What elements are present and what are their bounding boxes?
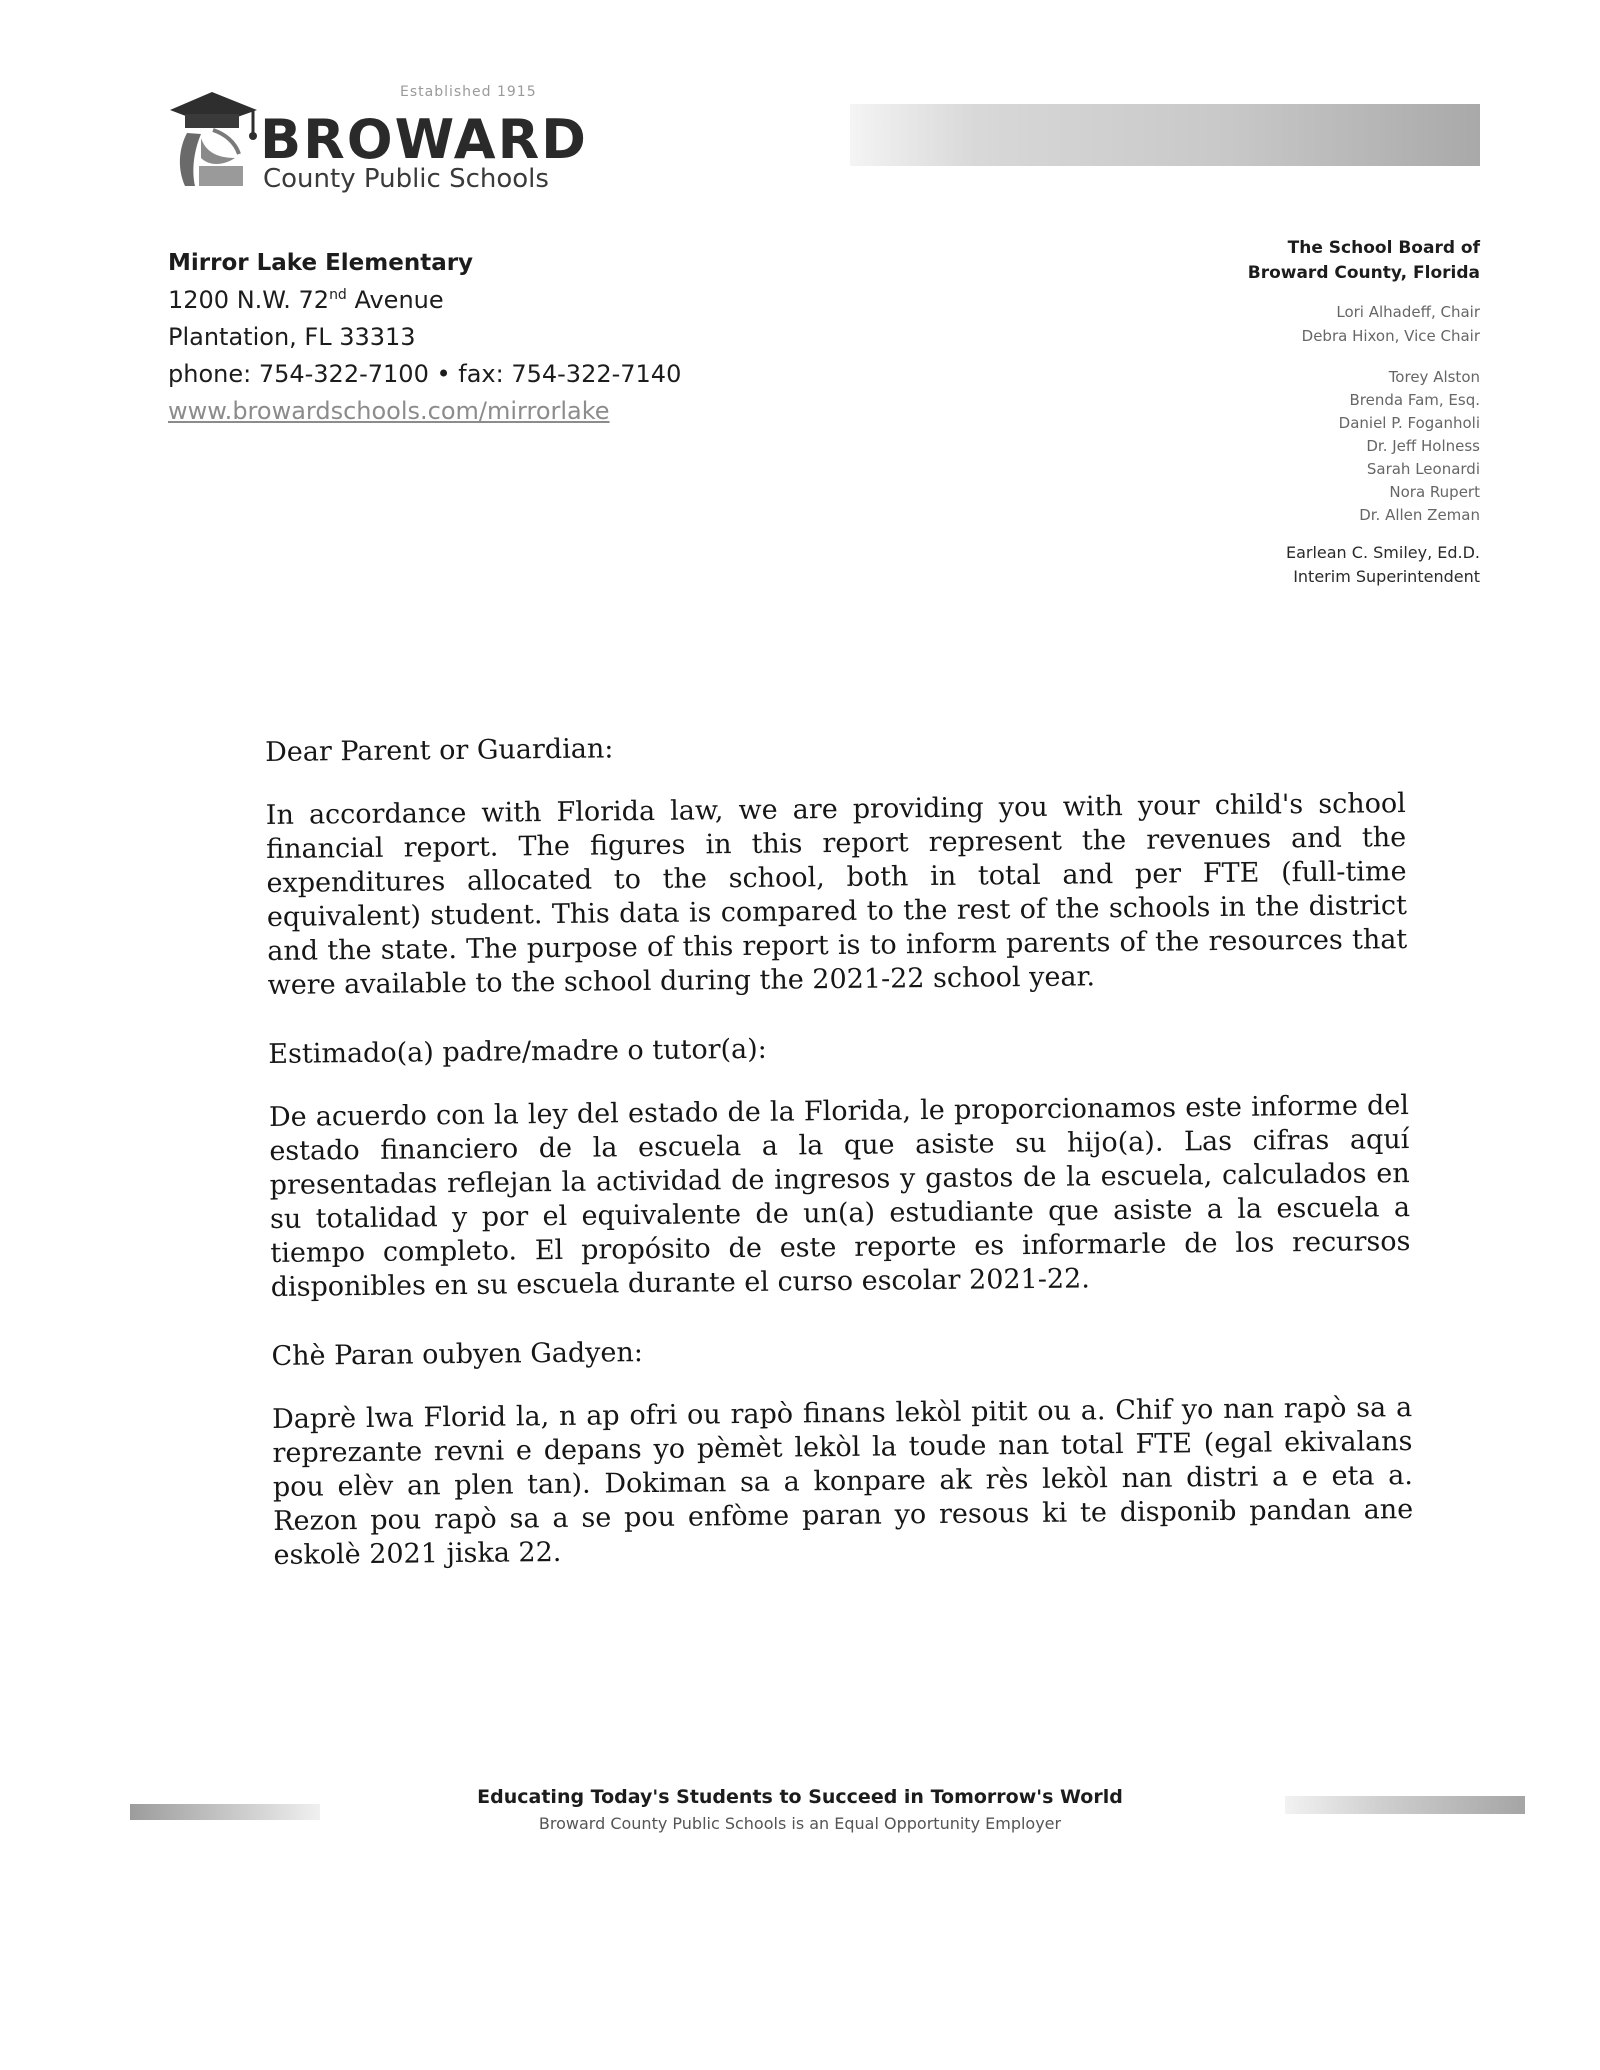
scan-shading bbox=[850, 104, 1480, 166]
board-title-line1: The School Board of bbox=[1287, 238, 1480, 258]
greeting-haitian-creole: Chè Paran oubyen Gadyen: bbox=[271, 1337, 644, 1372]
board-member: Brenda Fam, Esq. bbox=[1349, 391, 1480, 409]
city-state-zip: Plantation, FL 33313 bbox=[168, 323, 416, 351]
footer bbox=[0, 1786, 1600, 1833]
established-text: Established 1915 bbox=[400, 84, 537, 100]
board-member: Nora Rupert bbox=[1389, 483, 1480, 501]
school-board-block bbox=[1248, 236, 1480, 589]
greeting-spanish: Estimado(a) padre/madre o tutor(a): bbox=[268, 1033, 767, 1070]
school-name: Mirror Lake Elementary bbox=[168, 250, 474, 276]
paragraph-haitian-creole: Daprè lwa Florid la, n ap ofri ou rapò finans lekòl pitit ou a. Chif yo nan rapò sa a reprezante revni e depans yo pèmèt lekòl la toude nan total FTE (egal ekivalans pou elèv an plen tan). Dokiman sa a konpare ak rès lekòl nan distri a e eta a. Rezon pou rapò sa a se pou enfòme paran yo resous ki te disponib pandan ane eskolè 2021 jiska 22. bbox=[272, 1392, 1414, 1571]
graduation-cap-palm-icon bbox=[165, 88, 260, 188]
board-member: Dr. Allen Zeman bbox=[1359, 506, 1480, 524]
district-subtitle: County Public Schools bbox=[263, 164, 549, 194]
board-chair: Lori Alhadeff, Chair bbox=[1336, 303, 1480, 321]
district-wordmark: BROWARD bbox=[260, 108, 588, 171]
board-member: Torey Alston bbox=[1388, 368, 1480, 386]
contact-numbers: phone: 754-322-7100 • fax: 754-322-7140 bbox=[168, 360, 682, 388]
superintendent-name: Earlean C. Smiley, Ed.D. bbox=[1285, 543, 1480, 562]
school-website-link[interactable]: www.browardschools.com/mirrorlake bbox=[168, 397, 610, 425]
board-members-list bbox=[1248, 366, 1480, 527]
district-logo bbox=[165, 80, 588, 200]
footer-motto: Educating Today's Students to Succeed in Tomorrow's World bbox=[477, 1786, 1123, 1808]
board-member: Sarah Leonardi bbox=[1366, 460, 1480, 478]
board-member: Dr. Jeff Holness bbox=[1366, 437, 1480, 455]
paragraph-spanish: De acuerdo con la ley del estado de la Florida, le proporcionamos este informe del estado financiero de la escuela a la que asiste su hijo(a). Las cifras aquí presentadas reflejan la actividad de ingresos y gastos de la escuela, calculados en su totalidad y por el equivalente de un(a) estudiante que asiste a la escuela a tiempo completo. El propósito de este reporte es informarle de los recursos disponibles en su escuela durante el curso escolar 2021-22. bbox=[268, 1090, 1411, 1303]
board-vice-chair: Debra Hixon, Vice Chair bbox=[1301, 327, 1480, 345]
superintendent-title: Interim Superintendent bbox=[1293, 567, 1480, 586]
superintendent-block bbox=[1248, 541, 1480, 589]
paragraph-english: In accordance with Florida law, we are providing you with your child's school financial report. The figures in this report represent the revenues and the expenditures allocated to the school, both in total and per FTE (full-time equivalent) student. This data is compared to the rest of the schools in the district and the state. The purpose of this report is to inform parents of the resources that were available to the school during the 2021-22 school year. bbox=[265, 788, 1408, 1001]
street-address: 1200 N.W. 72nd Avenue bbox=[168, 286, 444, 314]
school-address-block bbox=[168, 250, 681, 425]
greeting-english: Dear Parent or Guardian: bbox=[265, 733, 614, 768]
letter-body bbox=[265, 723, 1414, 1607]
board-title-line2: Broward County, Florida bbox=[1247, 263, 1480, 283]
footer-eeo-statement: Broward County Public Schools is an Equal Opportunity Employer bbox=[538, 1814, 1062, 1833]
board-member: Daniel P. Foganholi bbox=[1338, 414, 1480, 432]
